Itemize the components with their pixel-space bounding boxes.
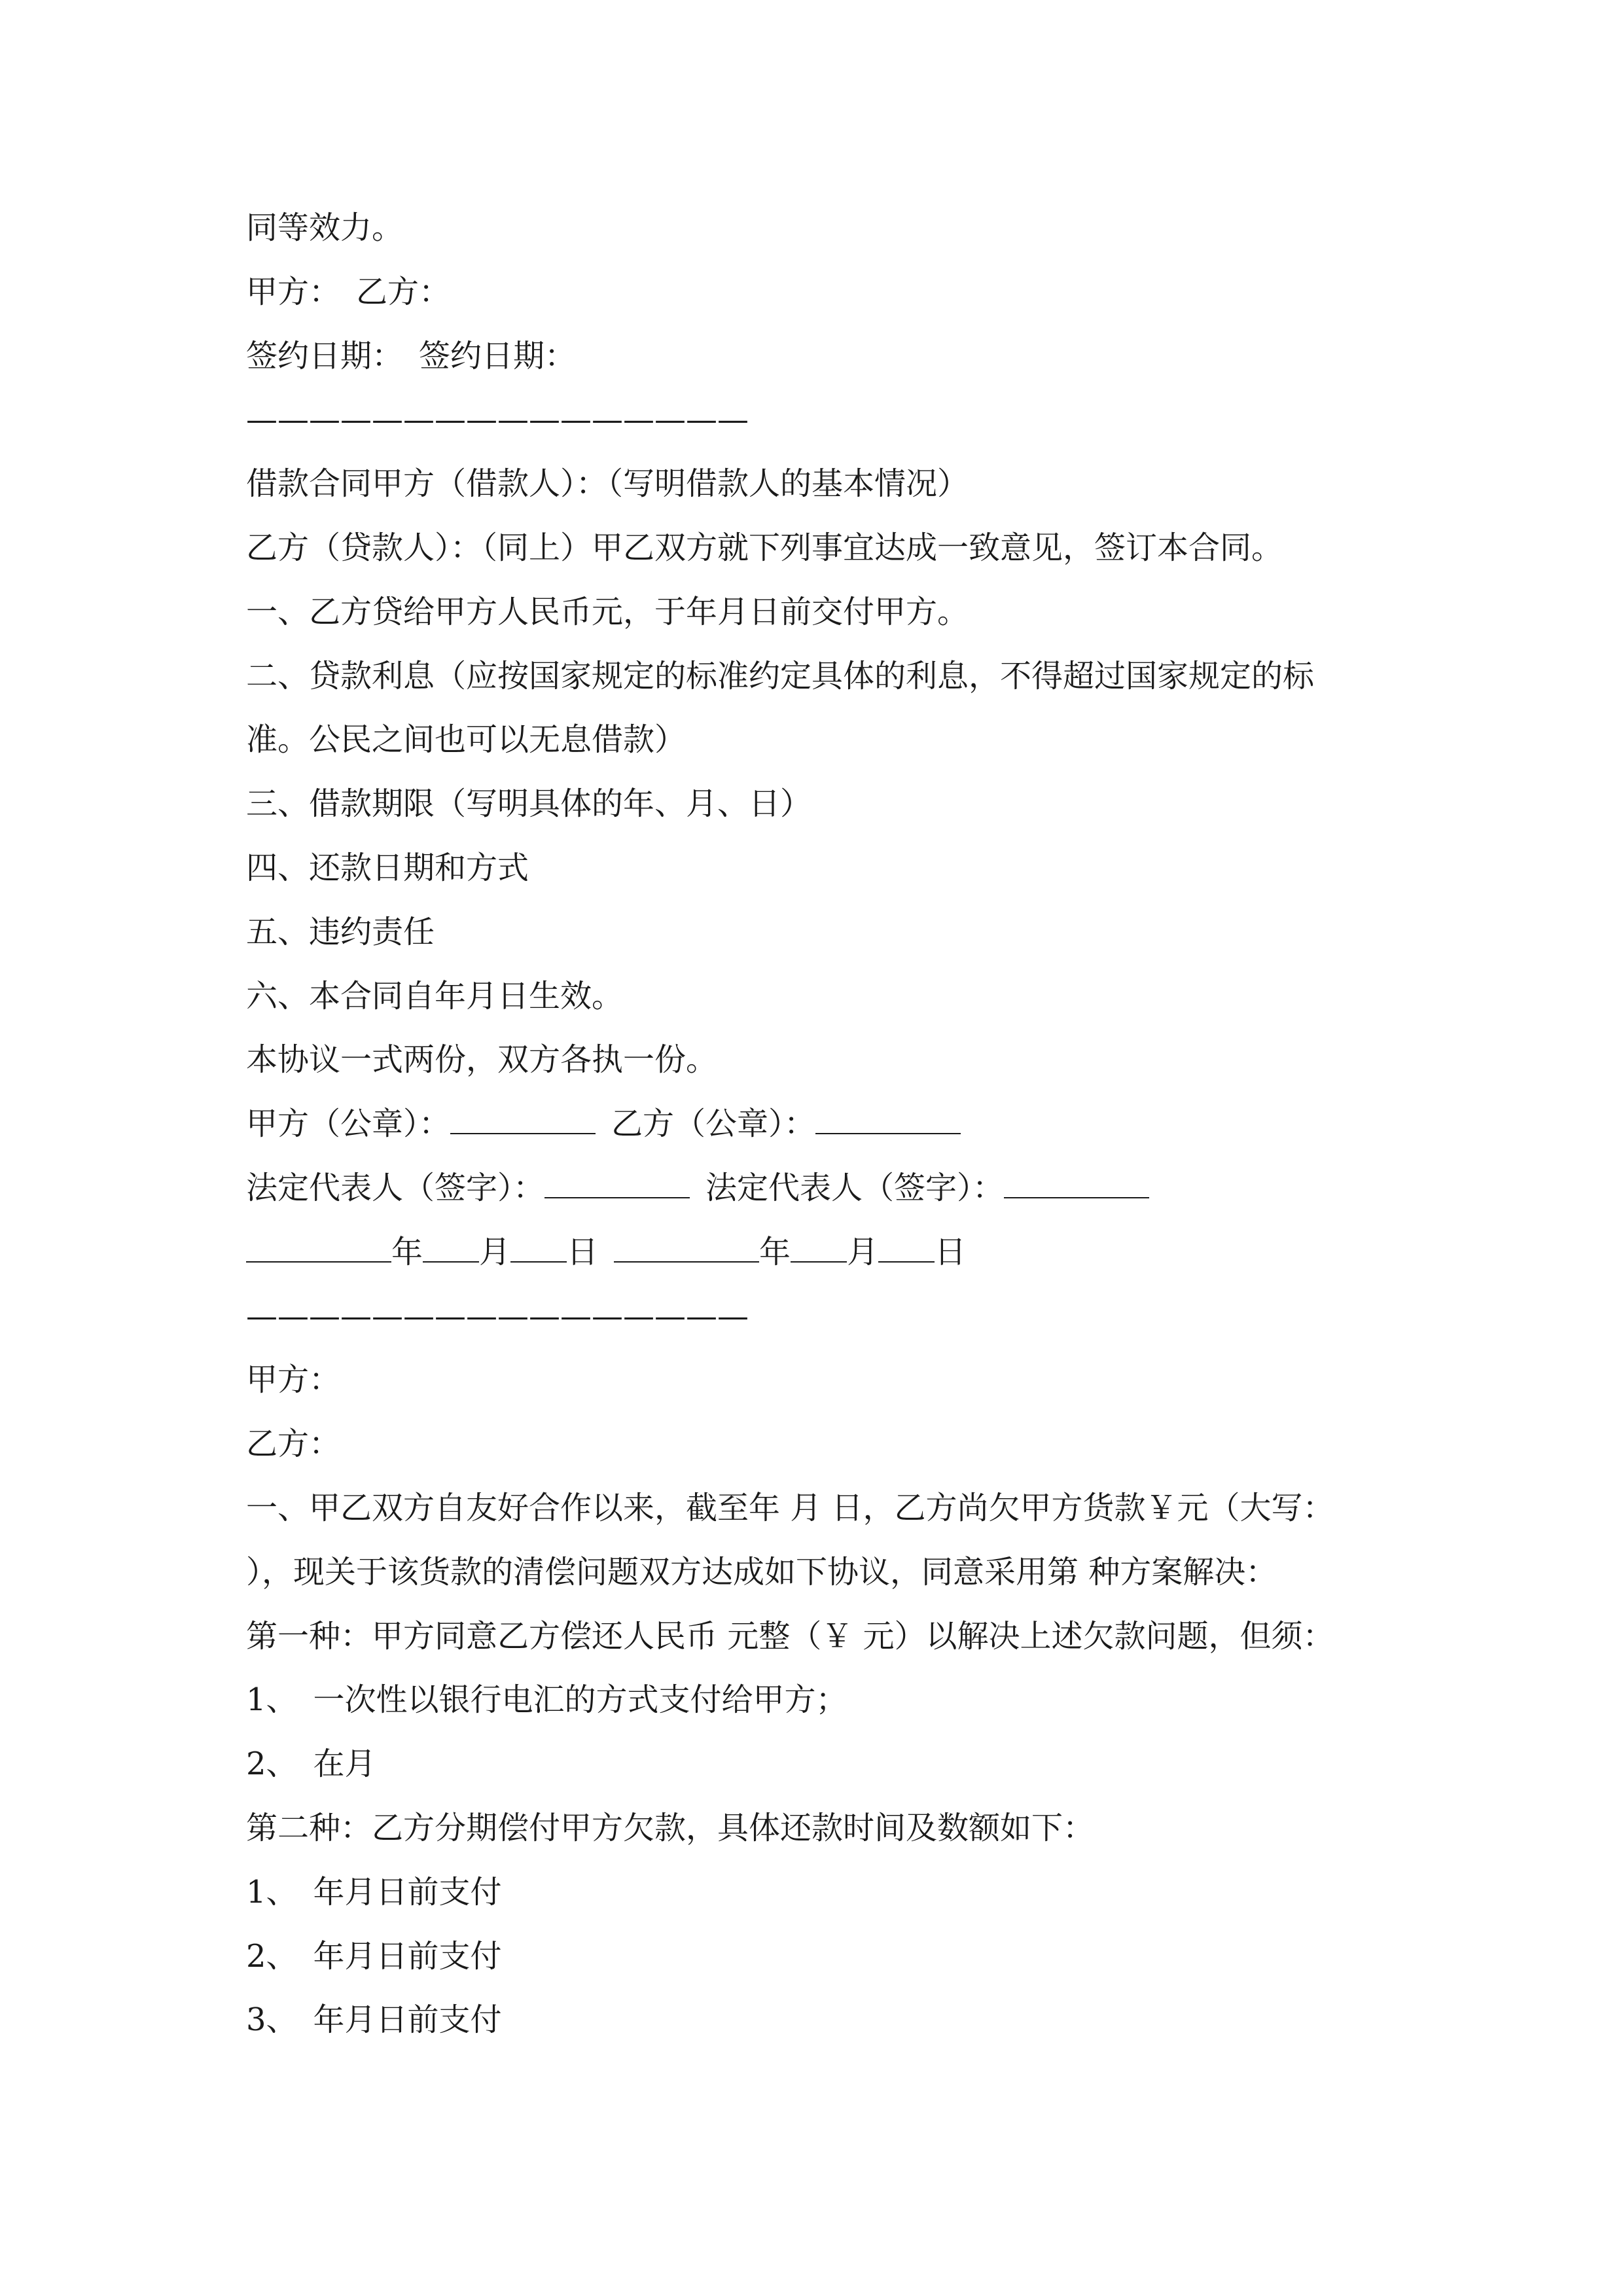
party-b-line: 乙方： bbox=[246, 1426, 341, 1463]
day-label: 日 bbox=[935, 1233, 967, 1270]
text-line: 同等效力。 bbox=[246, 209, 404, 246]
party-b-seal-label: 乙方（公章）： bbox=[611, 1105, 816, 1143]
date-line bbox=[246, 1221, 1398, 1285]
seal-line bbox=[246, 1092, 1398, 1157]
text-line: 签约日期： 签约日期： bbox=[246, 337, 577, 374]
clause-line: 第二种：乙方分期偿付甲方欠款，具体还款时间及数额如下： bbox=[246, 1809, 1095, 1846]
month-blank bbox=[791, 1235, 847, 1263]
month-label: 月 bbox=[847, 1233, 879, 1270]
contract-title-line: 借款合同甲方（借款人）：（写明借款人的基本情况） bbox=[246, 465, 969, 503]
clause-line: 第一种：甲方同意乙方偿还人民币 元整（￥ 元）以解决上述欠款问题，但须： bbox=[246, 1617, 1334, 1655]
signature-line bbox=[246, 1157, 1398, 1221]
rep-b-blank bbox=[1004, 1171, 1149, 1198]
party-a-line: 甲方： bbox=[246, 1361, 341, 1399]
list-item: 1、 年月日前支付 bbox=[246, 1873, 502, 1910]
party-a-seal-blank bbox=[450, 1107, 596, 1134]
rep-a-blank bbox=[544, 1171, 690, 1198]
day-blank bbox=[878, 1235, 935, 1263]
year-blank bbox=[246, 1235, 391, 1263]
list-item: 2、 年月日前支付 bbox=[246, 1937, 502, 1975]
party-b-seal-blank bbox=[815, 1107, 961, 1134]
clause-line: 一、乙方贷给甲方人民币元，于年月日前交付甲方。 bbox=[246, 593, 969, 630]
month-label: 月 bbox=[479, 1233, 511, 1270]
separator-line: ———————————————— bbox=[246, 401, 749, 439]
day-blank bbox=[510, 1235, 567, 1263]
clause-line: 准。公民之间也可以无息借款） bbox=[246, 721, 687, 759]
clause-line: 三、借款期限（写明具体的年、月、日） bbox=[246, 785, 812, 823]
rep-a-label: 法定代表人（签字）： bbox=[246, 1169, 545, 1206]
clause-line: 四、还款日期和方式 bbox=[246, 849, 529, 886]
party-a-seal-label: 甲方（公章）： bbox=[246, 1105, 451, 1143]
text-line: 甲方： 乙方： bbox=[246, 273, 451, 310]
document-body bbox=[246, 196, 1398, 2053]
day-label: 日 bbox=[567, 1233, 599, 1270]
separator-line: ———————————————— bbox=[246, 1297, 749, 1335]
clause-line: ），现关于该货款的清偿问题双方达成如下协议，同意采用第 种方案解决： bbox=[246, 1553, 1277, 1590]
text-line: 乙方（贷款人）：（同上）甲乙双方就下列事宜达成一致意见，签订本合同。 bbox=[246, 529, 1283, 566]
list-item: 2、 在月 bbox=[246, 1746, 376, 1783]
rep-b-label: 法定代表人（签字）： bbox=[705, 1169, 1005, 1206]
list-item: 1、 一次性以银行电汇的方式支付给甲方； bbox=[246, 1681, 847, 1719]
month-blank bbox=[423, 1235, 479, 1263]
clause-line: 六、本合同自年月日生效。 bbox=[246, 977, 624, 1014]
year-label: 年 bbox=[759, 1233, 791, 1270]
clause-line: 一、甲乙双方自友好合作以来，截至年 月 日，乙方尚欠甲方货款￥元（大写： bbox=[246, 1489, 1334, 1526]
clause-line: 五、违约责任 bbox=[246, 913, 435, 950]
year-blank bbox=[614, 1235, 759, 1263]
year-label: 年 bbox=[391, 1233, 423, 1270]
list-item: 3、 年月日前支付 bbox=[246, 2001, 502, 2039]
clause-line: 二、贷款利息（应按国家规定的标准约定具体的利息，不得超过国家规定的标 bbox=[246, 657, 1315, 694]
text-line: 本协议一式两份，双方各执一份。 bbox=[246, 1041, 718, 1079]
